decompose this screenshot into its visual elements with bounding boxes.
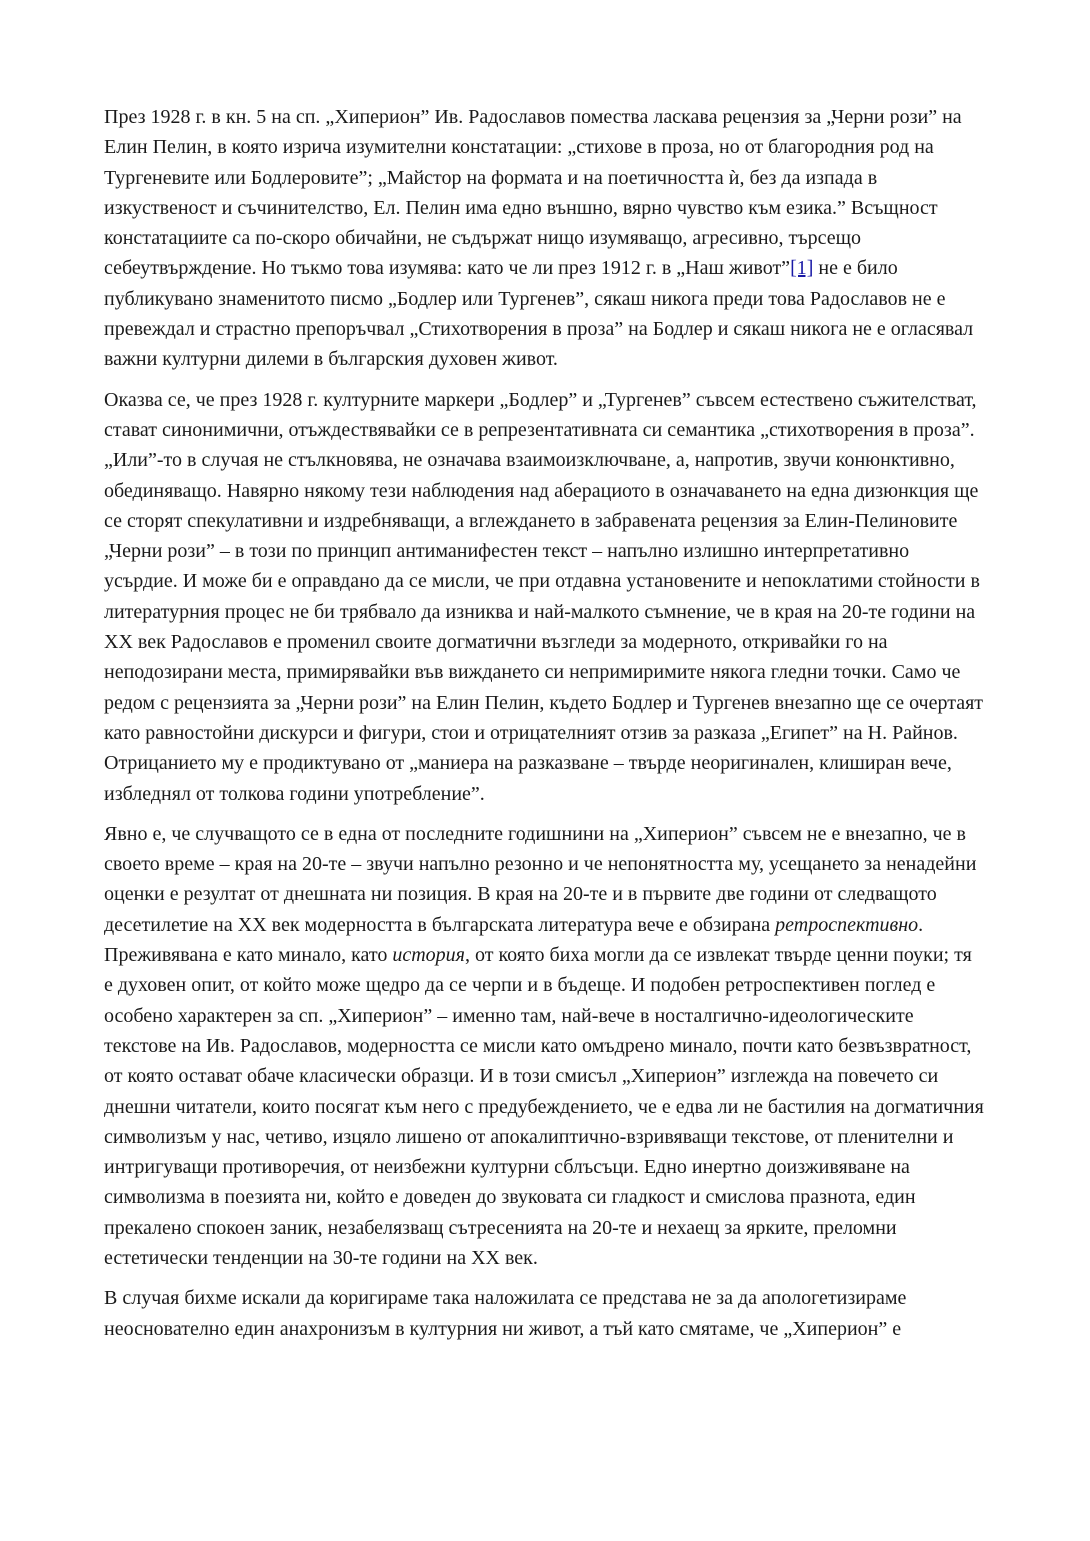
paragraph-3-text-c: , от която биха могли да се извлекат твърде ценни поуки; тя е духовен опит, от който може щедро да се черпи и в бъдеще. И подобен ретроспективен поглед е особено характерен за сп. „Хиперион” – именно там, най-вече в носталгично-идеологическите текстове на Ив. Радославов, модерността се мисли като омъдрено минало, почти като безвъзвратност, от която остават обаче класически образци. И в този смисъл „Хиперион” изглежда на повечето си днешни читатели, които посягат към него с предубеждението, че е едва ли не бастилия на догматичния символизъм у нас, четиво, изцяло лишено от апокалиптично-взривяващи текстове, от пленителни и интригуващи противоречия, от неизбежни културни сблъсъци. Едно инертно доизживяване на символизма в поезията ни, който е доведен до звуковата си гладкост и смислова празнота, един прекалено спокоен заник, незабелязващ сътресенията на 20-те и нехаещ за ярките, преломни естетически тенденции на 30-те години на ХХ век. — [104, 944, 984, 1269]
emphasis-history: история — [392, 944, 465, 967]
document-body — [104, 102, 984, 1354]
footnote-link-1[interactable]: [1] — [790, 257, 814, 280]
paragraph-1-text-cont: не е било публикувано знаменитото писмо „Бодлер или Тургенев”, сякаш никога преди това Радославов не е превеждал и страстно препоръчвал „Стихотворения в проза” на Бодлер и сякаш никога не е огласявал важни културни дилеми в българския духовен живот. — [104, 257, 974, 371]
emphasis-retrospective: ретроспективно — [775, 913, 919, 936]
paragraph-1 — [104, 102, 984, 375]
paragraph-3 — [104, 819, 984, 1273]
paragraph-3-text-b: . Преживявана е като минало, като — [104, 913, 924, 967]
paragraph-4: В случая бихме искали да коригираме така наложилата се представа не за да апологетизираме неоснователно един анахронизъм в културния ни живот, а тъй като смятаме, че „Хиперион” е — [104, 1287, 907, 1340]
paragraph-3-text-a: Явно е, че случващото се в една от последните годишнини на „Хиперион” съвсем не е внезапно, че в своето време – края на 20-те – звучи напълно резонно и че непонятността му, усещането за ненадейни оценки е резултат от днешната ни позиция. В края на 20-те и в първите две години от следващото десетилетие на ХХ век модерността в българската литература вече е обзирана — [104, 822, 977, 936]
paragraph-2: Оказва се, че през 1928 г. културните маркери „Бодлер” и „Тургенев” съвсем естествено съжителстват, стават синонимични, отъждествявайки се в репрезентативната си семантика „стихотворения в проза”. „Или”-то в случая не стълкновява, не означава взаимоизключване, а, напротив, звучи конюнктивно, обединяващо. Навярно някому тези наблюдения над аберациото в означаването на една дизюнкция ще се сторят спекулативни и издребняващи, а вглеждането в забравената рецензия за Елин-Пелиновите „Черни рози” – в този по принцип антиманифестен текст – напълно излишно интерпретативно усърдие. И може би е оправдано да се мисли, че при отдавна установените и непоклатими стойности в литературния процес не би трябвало да изниква и най-малкото съмнение, че в края на 20-те години на ХХ век Радославов е променил своите догматични възгледи за модерното, откривайки го на неподозирани места, примирявайки във виждането си непримиримите някога гледни точки. Само че редом с рецензията за „Черни рози” на Елин Пелин, където Бодлер и Тургенев внезапно ще се очертаят като равностойни дискурси и фигури, стои и отрицателният отзив за разказа „Египет” на Н. Райнов. Отрицанието му е продиктувано от „маниера на разказване – твърде неоригинален, клиширан вече, избледнял от толкова години употребление”. — [104, 388, 984, 805]
paragraph-1-text: През 1928 г. в кн. 5 на сп. „Хиперион” Ив. Радославов помества ласкава рецензия за „Черни рози” на Елин Пелин, в която изрича изумителни констатации: „стихове в проза, но от благородния род на Тургеневите или Бодлеровите”; „Майстор на формата и на поетичността ѝ, без да изпада в изкуственост и съчинителство, Ел. Пелин има едно външно, вярно чувство към езика.” Всъщност констатациите са по-скоро обичайни, не съдържат нищо изумяващо, агресивно, търсещо себеутвърждение. Но тъкмо това изумява: като че ли през 1912 г. в „Наш живот” — [104, 106, 962, 280]
